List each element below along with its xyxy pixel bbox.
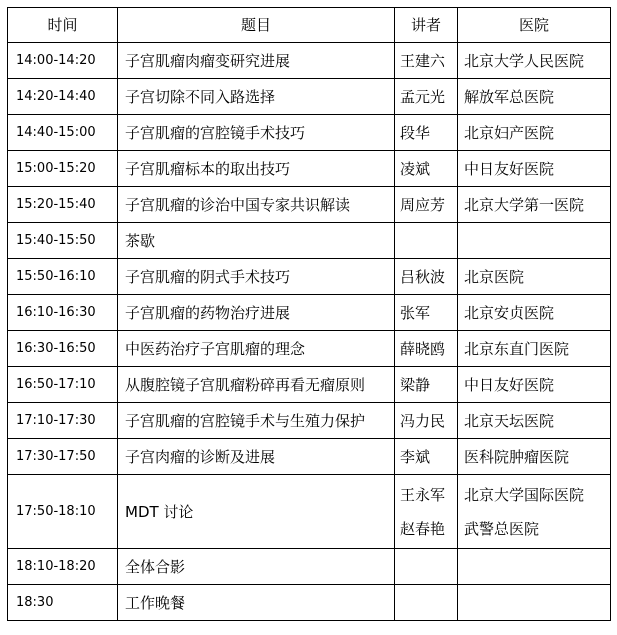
hospital-cell: 中日友好医院 xyxy=(458,151,611,187)
speaker-name: 赵春艳 xyxy=(400,519,446,538)
table-header-row xyxy=(8,8,611,43)
topic-cell: 子宫肌瘤的药物治疗进展 xyxy=(118,295,395,331)
speaker-cell: 凌斌 xyxy=(395,151,458,187)
speaker-cell xyxy=(395,585,458,621)
hospital-cell: 中日友好医院 xyxy=(458,367,611,403)
header-topic: 题目 xyxy=(118,8,395,43)
table-row xyxy=(8,367,611,403)
topic-cell: 子宫肌瘤的诊治中国专家共识解读 xyxy=(118,187,395,223)
hospital-name: 武警总医院 xyxy=(464,519,540,538)
table-row xyxy=(8,43,611,79)
hospital-cell: 北京妇产医院 xyxy=(458,115,611,151)
table-row xyxy=(8,259,611,295)
speaker-cell xyxy=(395,549,458,585)
time-cell: 17:30-17:50 xyxy=(8,439,118,475)
topic-cell: 子宫肌瘤标本的取出技巧 xyxy=(118,151,395,187)
topic-cell: 子宫肌瘤的阴式手术技巧 xyxy=(118,259,395,295)
hospital-cell: 北京安贞医院 xyxy=(458,295,611,331)
table-row xyxy=(8,585,611,621)
topic-cell: 茶歇 xyxy=(118,223,395,259)
topic-cell: 子宫切除不同入路选择 xyxy=(118,79,395,115)
topic-cell: 全体合影 xyxy=(118,549,395,585)
table-row xyxy=(8,187,611,223)
topic-cell: 工作晚餐 xyxy=(118,585,395,621)
speaker-cell: 段华 xyxy=(395,115,458,151)
speaker-cell: 冯力民 xyxy=(395,403,458,439)
hospital-cell: 医科院肿瘤医院 xyxy=(458,439,611,475)
time-cell: 18:30 xyxy=(8,585,118,621)
hospital-cell: 北京大学人民医院 xyxy=(458,43,611,79)
mdt-row xyxy=(8,475,611,549)
speaker-cell: 周应芳 xyxy=(395,187,458,223)
time-cell: 15:00-15:20 xyxy=(8,151,118,187)
hospital-cell xyxy=(458,585,611,621)
time-cell: 15:50-16:10 xyxy=(8,259,118,295)
speaker-cell: 薛晓鸥 xyxy=(395,331,458,367)
speaker-cell: 王建六 xyxy=(395,43,458,79)
speaker-cell: 孟元光 xyxy=(395,79,458,115)
time-cell: 16:30-16:50 xyxy=(8,331,118,367)
time-cell: 15:20-15:40 xyxy=(8,187,118,223)
time-cell: 16:10-16:30 xyxy=(8,295,118,331)
table-row xyxy=(8,151,611,187)
table-row xyxy=(8,295,611,331)
schedule-table xyxy=(7,7,611,621)
time-cell: 17:50-18:10 xyxy=(8,475,118,549)
hospital-cell: 北京医院 xyxy=(458,259,611,295)
time-cell: 14:20-14:40 xyxy=(8,79,118,115)
hospital-cell xyxy=(458,549,611,585)
topic-cell: 中医药治疗子宫肌瘤的理念 xyxy=(118,331,395,367)
speaker-cell: 吕秋波 xyxy=(395,259,458,295)
speaker-cell: 李斌 xyxy=(395,439,458,475)
hospital-name: 北京大学国际医院 xyxy=(464,485,585,504)
speaker-cell xyxy=(395,475,458,549)
topic-cell: 子宫肌瘤肉瘤变研究进展 xyxy=(118,43,395,79)
table-row xyxy=(8,549,611,585)
table-row xyxy=(8,115,611,151)
table-row xyxy=(8,223,611,259)
speaker-name: 王永军 xyxy=(400,485,446,504)
hospital-cell: 北京大学第一医院 xyxy=(458,187,611,223)
header-hospital: 医院 xyxy=(458,8,611,43)
hospital-cell xyxy=(458,223,611,259)
header-time: 时间 xyxy=(8,8,118,43)
topic-cell: 从腹腔镜子宫肌瘤粉碎再看无瘤原则 xyxy=(118,367,395,403)
table-row xyxy=(8,79,611,115)
topic-cell: 子宫肌瘤的宫腔镜手术与生殖力保护 xyxy=(118,403,395,439)
time-cell: 15:40-15:50 xyxy=(8,223,118,259)
speaker-cell: 梁静 xyxy=(395,367,458,403)
speaker-cell: 张军 xyxy=(395,295,458,331)
table-row xyxy=(8,439,611,475)
time-cell: 17:10-17:30 xyxy=(8,403,118,439)
hospital-cell: 北京东直门医院 xyxy=(458,331,611,367)
topic-cell: 子宫肌瘤的宫腔镜手术技巧 xyxy=(118,115,395,151)
topic-cell: MDT 讨论 xyxy=(118,475,395,549)
topic-cell: 子宫肉瘤的诊断及进展 xyxy=(118,439,395,475)
hospital-cell: 解放军总医院 xyxy=(458,79,611,115)
hospital-cell: 北京天坛医院 xyxy=(458,403,611,439)
time-cell: 16:50-17:10 xyxy=(8,367,118,403)
time-cell: 14:40-15:00 xyxy=(8,115,118,151)
table-row xyxy=(8,331,611,367)
table-row xyxy=(8,403,611,439)
header-speaker: 讲者 xyxy=(395,8,458,43)
speaker-cell xyxy=(395,223,458,259)
time-cell: 14:00-14:20 xyxy=(8,43,118,79)
time-cell: 18:10-18:20 xyxy=(8,549,118,585)
hospital-cell xyxy=(458,475,611,549)
